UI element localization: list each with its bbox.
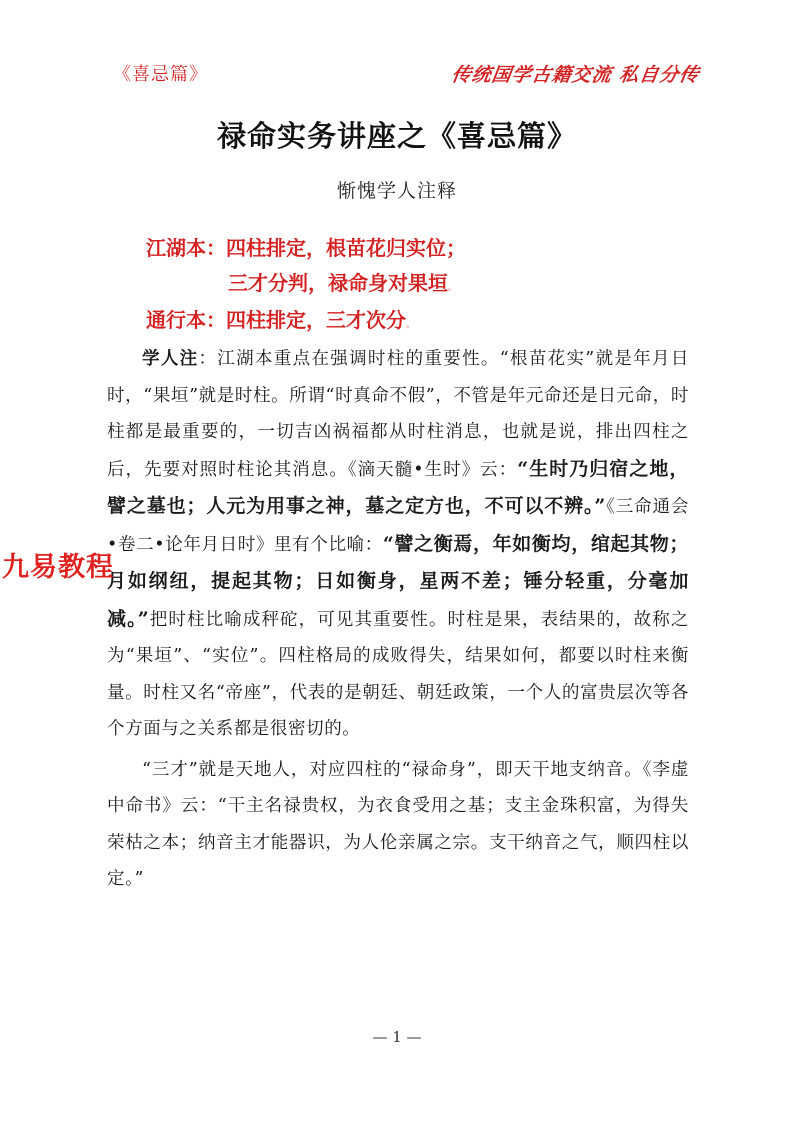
author-line: 惭愧学人注释 xyxy=(336,180,457,202)
verse-line-2 xyxy=(228,267,456,296)
commentary-body xyxy=(107,341,689,898)
verse-line-1 xyxy=(146,232,466,261)
verse-line-3 xyxy=(146,304,414,333)
verse-line-1-text: 江湖本：四柱排定，根苗花归实位； xyxy=(146,236,466,260)
commentary-paragraph-1 xyxy=(107,341,689,748)
watermark-text: 九易教程 xyxy=(2,552,114,583)
commentary-text-b: 《三命通会•卷二•论年月日时》里有个比喻： xyxy=(107,497,690,555)
verse-line-2-mark: 。 xyxy=(448,283,456,292)
commentary-paragraph-2: “三才”就是天地人，对应四柱的“禄命身”，即天干地支纳音。《李虚中命书》云：“干主名禄贵权，为衣食受用之基；支主金珠积富，为得失荣枯之本；纳音主才能器识，为人伦亲属之宗。支干纳音之气，顺四柱以定。” xyxy=(107,759,689,889)
page-title: 禄命实务讲座之《喜忌篇》 xyxy=(216,119,577,153)
header-right-calligraphy: 传统国学古籍交流 私自分传 xyxy=(450,64,701,86)
verse-line-3-text: 通行本：四柱排定，三才次分 xyxy=(146,308,406,332)
verse-line-3-mark: 。 xyxy=(406,320,414,329)
verse-line-2-text: 三才分判，禄命身对果垣 xyxy=(228,271,448,295)
quote-ditiansui: “生时乃归宿之地，譬之墓也；人元为用事之神，墓之定方也，不可以不辨。” xyxy=(107,457,689,517)
page-number: — 1 — xyxy=(372,1028,422,1046)
commentary-text-c: 把时柱比喻成秤砣，可见其重要性。时柱是果，表结果的，故称之为“果垣”、“实位”。四柱格局的成败得失，结果如何，都要以时柱来衡量。时柱又名“帝座”，代表的是朝廷、朝廷政策，一个人的富贵层次等各个方面与之关系都是很密切的。 xyxy=(107,609,689,739)
commentary-text-a: ：江湖本重点在强调时柱的重要性。“根苗花实”就是年月日时，“果垣”就是时柱。所谓“时真命不假”，不管是年元命还是日元命，时柱都是最重要的，一切吉凶祸福都从时柱消息，也就是说，排出四柱之后，先要对照时柱论其消息。《滴天髓•生时》云： xyxy=(107,349,689,480)
commentary-label: 学人注 xyxy=(142,349,199,369)
header-left-title: 《喜忌篇》 xyxy=(113,64,208,85)
quote-sanming-tonghui: “譬之衡焉，年如衡均，绾起其物；月如纲纽，提起其物；日如衡身，星两不差；锤分轻重，分毫加减。” xyxy=(107,532,689,630)
